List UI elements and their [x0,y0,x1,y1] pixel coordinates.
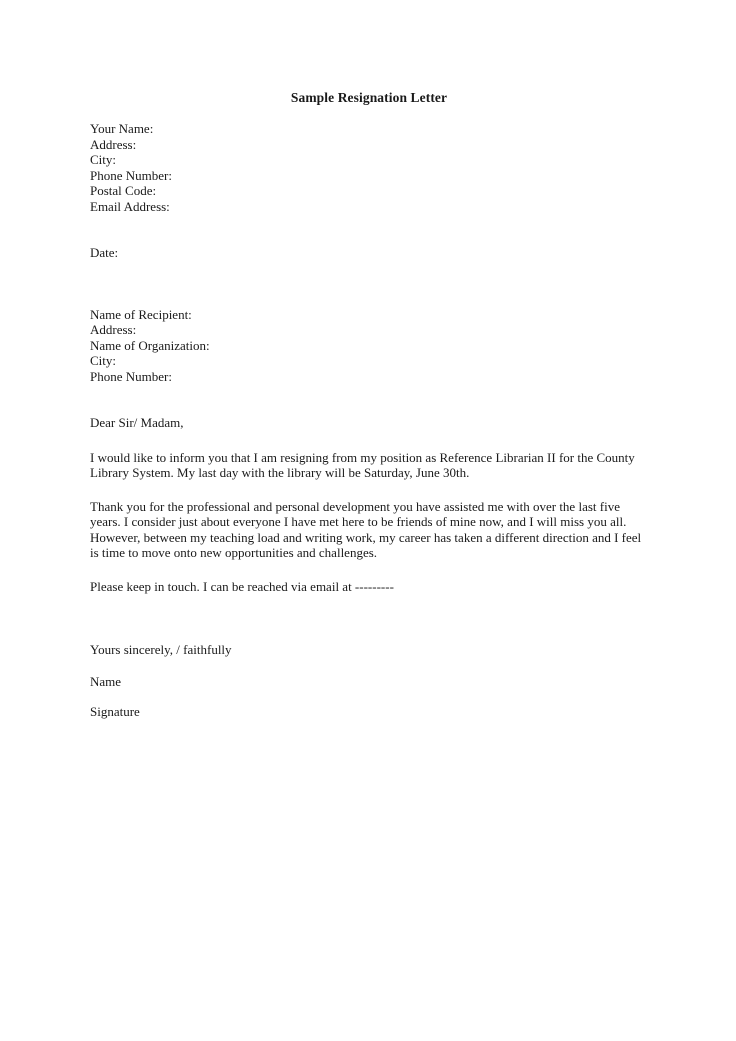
closing-line: Yours sincerely, / faithfully [90,642,232,657]
date-label: Date: [90,245,119,260]
letter-title: Sample Resignation Letter [290,90,448,105]
recipient-organization-label: Name of Organization: [90,337,210,353]
recipient-phone-label: Phone Number: [90,368,172,384]
sender-email-label: Email Address: [90,198,170,214]
recipient-address-label: Address: [90,322,137,337]
recipient-city-label: City: [90,353,117,368]
sender-phone-label: Phone Number: [90,167,172,183]
paragraph-resignation-notice: I would like to inform you that I am resigning from my position as Reference Librarian II for the County Library System. My last day with the library will be Saturday, June 30th. [90,449,635,480]
sender-address-label: Address: [90,136,137,152]
salutation: Dear Sir/ Madam, [90,415,184,430]
sender-postal-code-label: Postal Code: [90,183,157,198]
sender-name-label: Your Name: [90,121,154,136]
signature-label: Signature [90,704,140,719]
recipient-address-block [90,307,648,385]
sender-city-label: City: [90,152,117,167]
name-label: Name [90,673,122,689]
letter-body [90,121,648,720]
paragraph-gratitude: Thank you for the professional and personal development you have assisted me with over the last five years. I consider just about everyone I have met here to be friends of mine now, and I will miss you all. However, between my teaching load and writing work, my career has taken a different direction and I feel is time to move onto new opportunities and challenges. [90,498,642,560]
recipient-name-label: Name of Recipient: [90,306,192,322]
sender-address-block [90,121,648,214]
paragraph-keep-in-touch: Please keep in touch. I can be reached via email at --------- [90,578,394,594]
